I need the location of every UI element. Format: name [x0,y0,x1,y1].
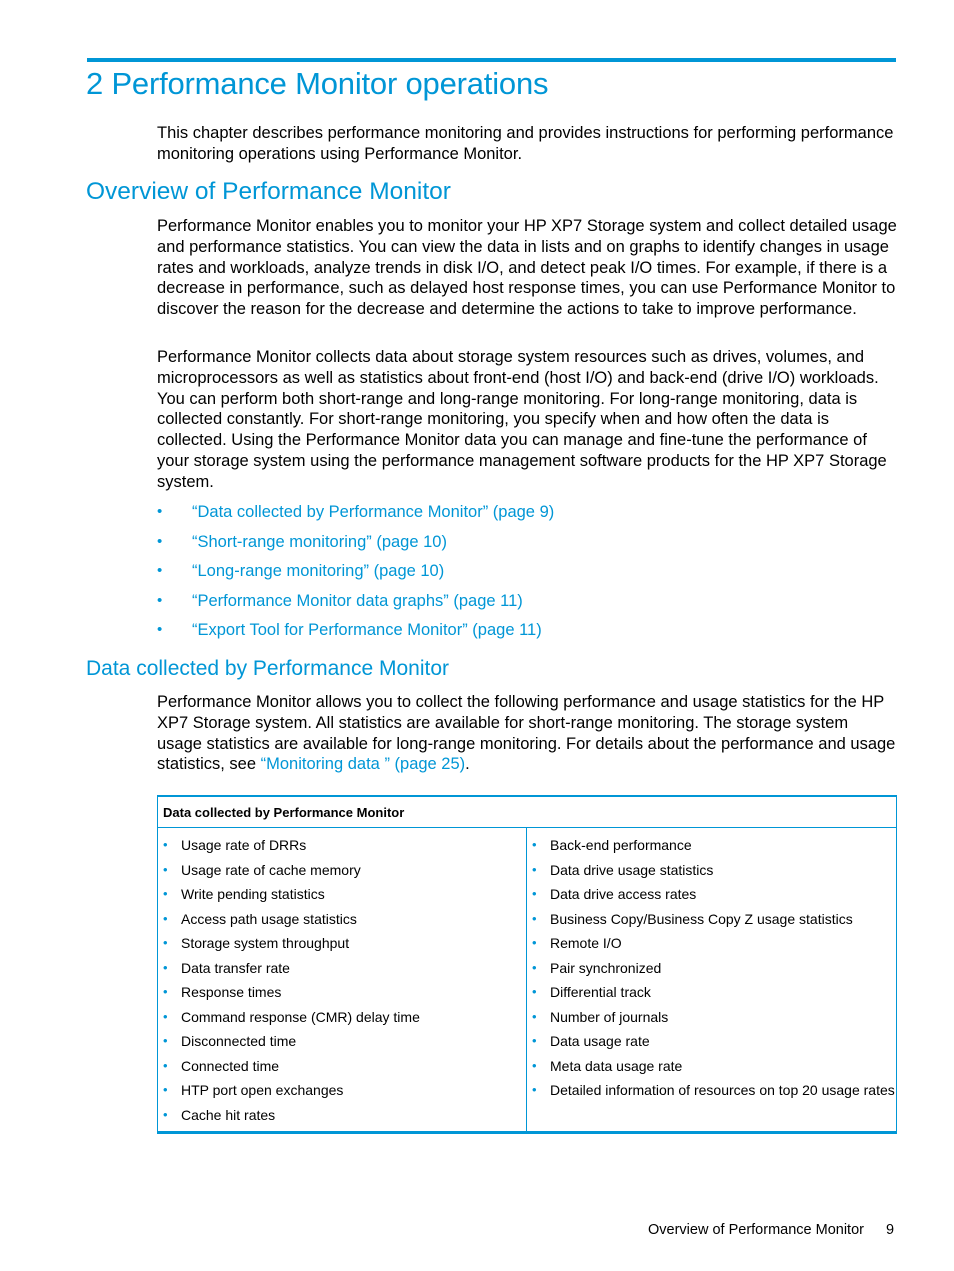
table-item-text: Storage system throughput [181,935,350,951]
bullet-icon: • [163,1057,168,1073]
table-item-text: Connected time [181,1057,280,1074]
table-item-text: Access path usage statistics [181,910,357,927]
chapter-title: 2 Performance Monitor operations [86,66,549,101]
bullet-icon: • [532,1082,537,1097]
top-rule [87,58,896,62]
overview-heading: Overview of Performance Monitor [86,178,451,205]
bullet-icon: • [532,837,537,852]
overview-paragraph-1: Performance Monitor enables you to monitor your HP XP7 Storage system and collect detailed usage and performance statistics. You can view the data in lists and on graphs to identify changes in usage rates and workloads, analyze trends in disk I/O, and detect peak I/O times. For example, if there is a decrease in performance, such as delayed host response times, you can use Performance Monitor to discover the reason for the decrease and determine the actions to take to improve performance. [157,217,897,319]
bullet-icon: • [157,532,163,550]
table-item-text: HTP port open exchanges [181,1082,344,1098]
bullet-icon: • [532,910,537,926]
bullet-icon: • [157,621,163,639]
bullet-icon: • [163,1106,168,1122]
data-collected-paragraph [157,692,897,775]
table-item-text: Usage rate of cache memory [181,861,361,878]
link-monitoring-data[interactable]: “Monitoring data ” (page 25) [260,755,466,774]
bullet-icon: • [532,1008,537,1024]
table-item-text: Disconnected time [181,1033,297,1049]
bullet-icon: • [532,1033,537,1048]
bullet-icon: • [163,984,168,999]
bullet-icon: • [163,886,168,901]
table-title: Data collected by Performance Monitor [158,797,896,828]
column-divider [526,828,527,1131]
bullet-icon: • [163,959,168,975]
bullet-icon: • [163,1033,168,1048]
table-item-text: Command response (CMR) delay time [181,1008,420,1025]
bullet-icon: • [532,861,537,877]
link-data-graphs[interactable]: “Performance Monitor data graphs” (page 11) [192,591,523,610]
intro-paragraph: This chapter describes performance monitoring and provides instructions for performing performance monitoring operations using Performance Monitor. [157,124,894,163]
table-item-text: Data transfer rate [181,959,290,976]
bullet-icon: • [532,1057,537,1073]
paragraph-text: Performance Monitor allows you to collect the following performance and usage statistics for the HP XP7 Storage system. All statistics are available for short-range monitoring. The storage system usage statistics are available for long-range monitoring. For details about the performance and usage statistics, see [157,693,896,774]
table-item-text: Data drive access rates [550,886,697,902]
bullet-icon: • [157,503,163,520]
bullet-icon: • [163,1008,168,1024]
table-item-text: Pair synchronized [550,959,662,976]
bullet-icon: • [532,959,537,975]
bullet-icon: • [157,562,163,580]
table-item-text: Response times [181,984,282,1000]
footer-section-title: Overview of Performance Monitor [648,1222,864,1238]
bullet-icon: • [163,935,168,950]
table-item-text: Differential track [550,984,651,1000]
bullet-icon: • [163,910,168,926]
table-item-text: Data drive usage statistics [550,861,714,878]
table-item-text: Detailed information of resources on top 20 usage rates [550,1082,895,1098]
table-item-text: Cache hit rates [181,1106,276,1123]
table-item-text: Meta data usage rate [550,1057,683,1074]
table-item-text: Back-end performance [550,837,692,853]
overview-paragraph-2: Performance Monitor collects data about storage system resources such as drives, volumes, and microprocessors as well as statistics about front-end (host I/O) and back-end (drive I/O) workloads. You can perform both short-range and long-range monitoring. For long-range monitoring, data is collected constantly. For short-range monitoring, you specify when and how often the data is collected. Using the Performance Monitor data you can manage and fine-tune the performance of your storage system using the performance management software products for the HP XP7 Storage system. [157,348,887,491]
table-item-text: Remote I/O [550,935,622,951]
link-short-range[interactable]: “Short-range monitoring” (page 10) [192,532,447,551]
data-collected-heading: Data collected by Performance Monitor [86,657,449,680]
data-collected-table [157,795,897,1134]
table-item-text: Write pending statistics [181,886,325,902]
bullet-icon: • [163,837,168,852]
bullet-icon: • [532,886,537,901]
table-item-text: Data usage rate [550,1033,650,1049]
link-long-range[interactable]: “Long-range monitoring” (page 10) [192,562,445,581]
paragraph-end: . [465,755,470,774]
bullet-icon: • [163,1082,168,1097]
bullet-icon: • [163,861,168,877]
bullet-icon: • [532,984,537,999]
bullet-icon: • [157,591,163,609]
table-item-text: Number of journals [550,1008,669,1025]
link-data-collected[interactable]: “Data collected by Performance Monitor” (page 9) [192,503,555,521]
table-item-text: Usage rate of DRRs [181,837,307,853]
table-item-text: Business Copy/Business Copy Z usage statistics [550,910,853,927]
footer-page-number: 9 [886,1222,895,1238]
bullet-icon: • [532,935,537,950]
link-export-tool[interactable]: “Export Tool for Performance Monitor” (page 11) [192,621,542,640]
